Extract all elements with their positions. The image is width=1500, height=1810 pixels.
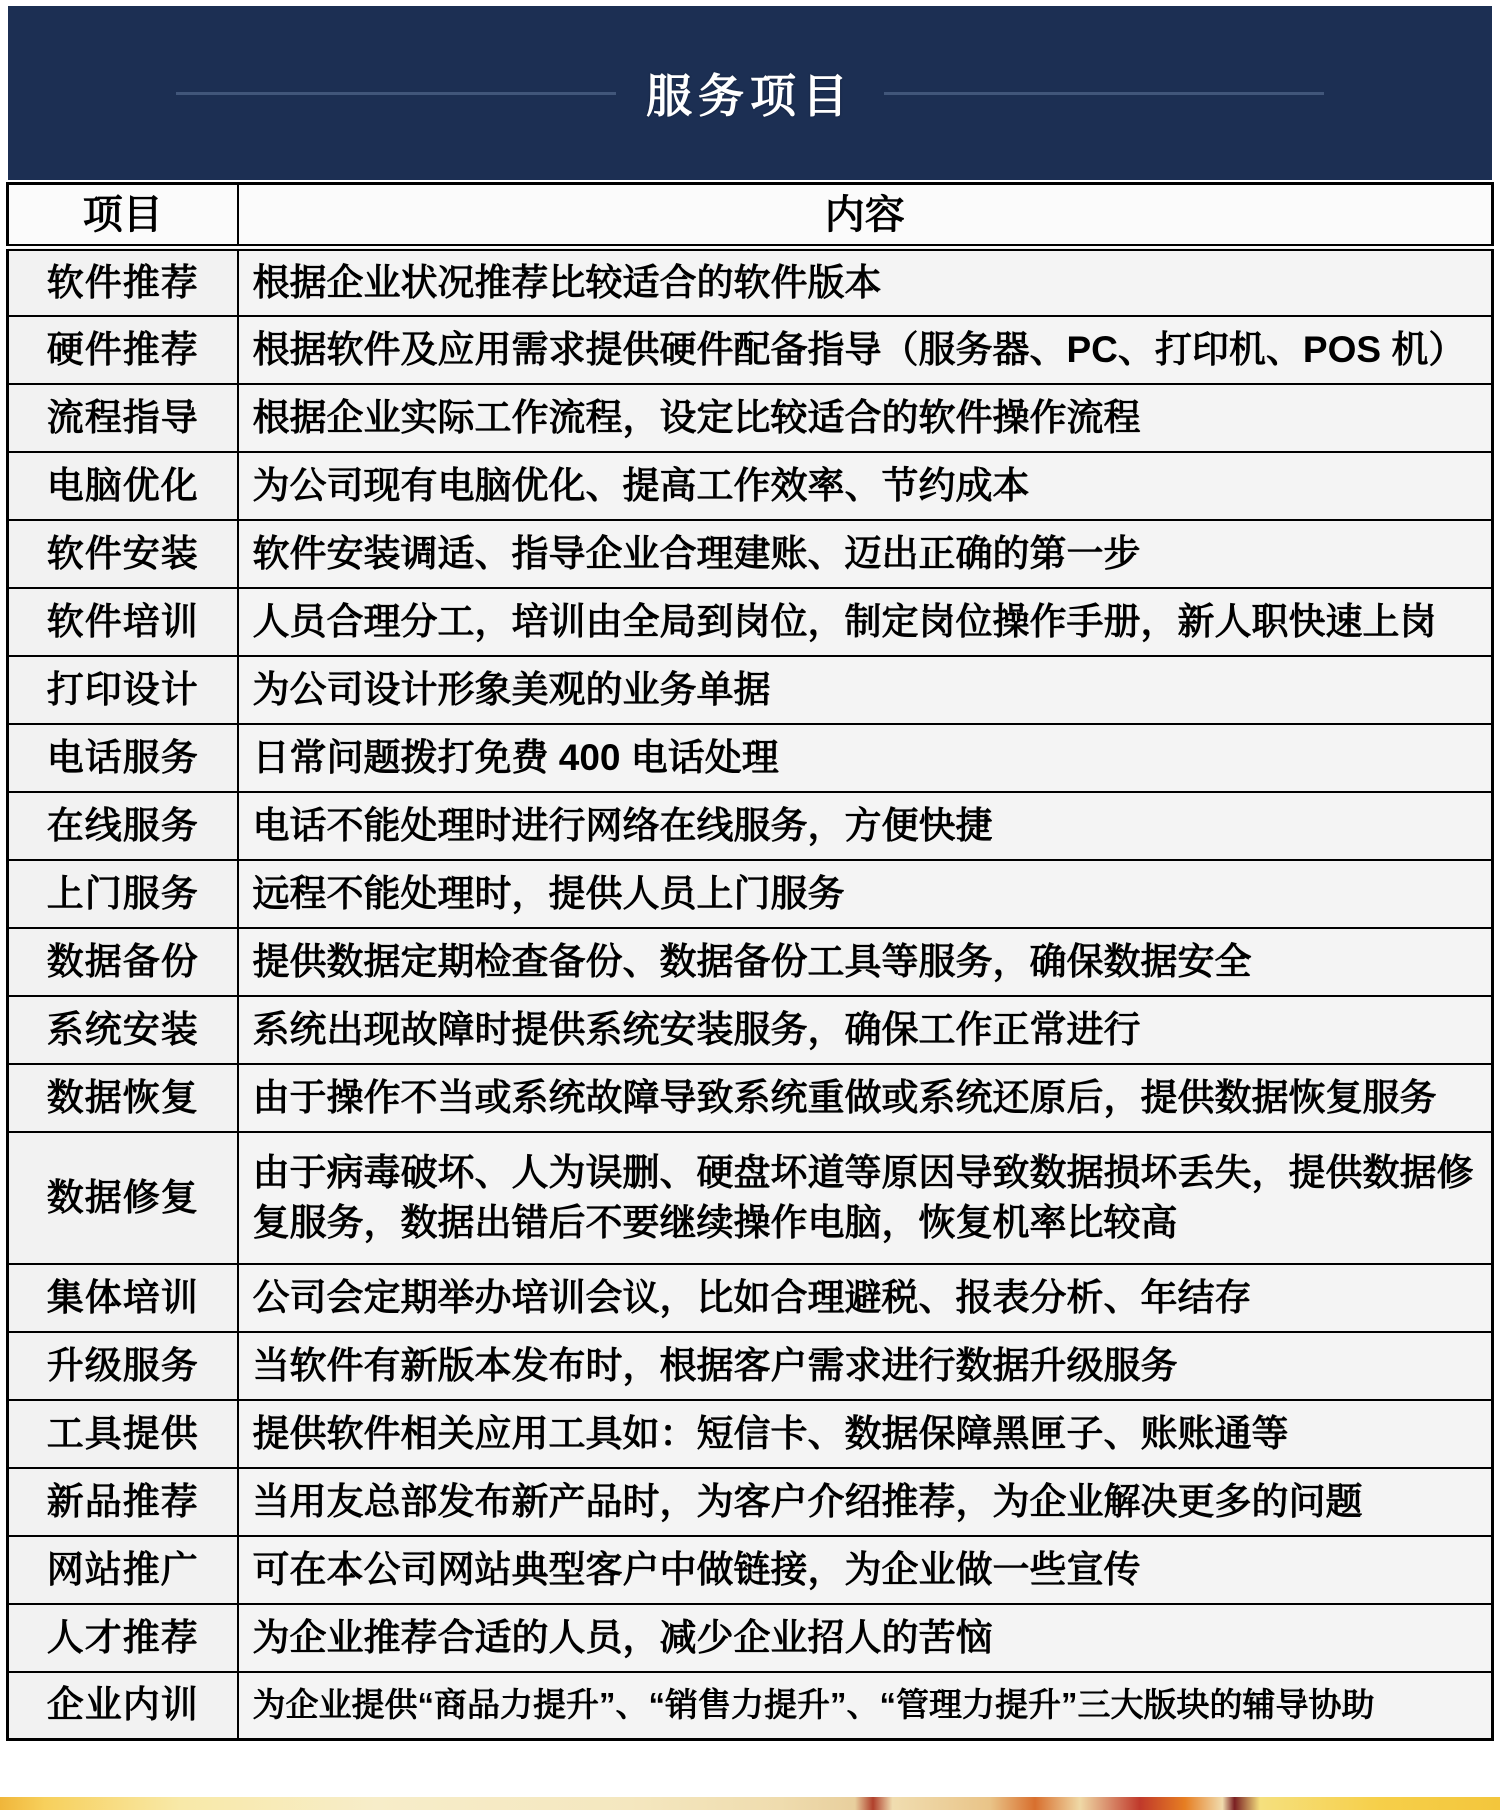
service-name: 上门服务 — [8, 860, 238, 928]
table-row — [8, 1604, 1493, 1672]
table-row — [8, 1132, 1493, 1264]
table-row — [8, 1400, 1493, 1468]
service-content: 可在本公司网站典型客户中做链接，为企业做一些宣传 — [238, 1536, 1493, 1604]
service-name: 集体培训 — [8, 1264, 238, 1332]
service-content: 提供软件相关应用工具如：短信卡、数据保障黑匣子、账账通等 — [238, 1400, 1493, 1468]
service-name: 软件培训 — [8, 588, 238, 656]
service-name: 工具提供 — [8, 1400, 238, 1468]
service-name: 数据修复 — [8, 1132, 238, 1264]
service-content: 当软件有新版本发布时，根据客户需求进行数据升级服务 — [238, 1332, 1493, 1400]
table-row — [8, 384, 1493, 452]
table-row — [8, 1536, 1493, 1604]
service-name: 软件安装 — [8, 520, 238, 588]
service-content: 电话不能处理时进行网络在线服务，方便快捷 — [238, 792, 1493, 860]
services-table — [6, 182, 1494, 1741]
service-content: 为公司现有电脑优化、提高工作效率、节约成本 — [238, 452, 1493, 520]
service-name: 打印设计 — [8, 656, 238, 724]
service-content: 系统出现故障时提供系统安装服务，确保工作正常进行 — [238, 996, 1493, 1064]
banner-decorative-line-left — [176, 92, 616, 95]
service-name: 升级服务 — [8, 1332, 238, 1400]
service-content: 当用友总部发布新产品时，为客户介绍推荐，为企业解决更多的问题 — [238, 1468, 1493, 1536]
table-row — [8, 1672, 1493, 1740]
service-content: 根据软件及应用需求提供硬件配备指导（服务器、PC、打印机、POS 机） — [238, 316, 1493, 384]
service-content: 为企业提供“商品力提升”、“销售力提升”、“管理力提升”三大版块的辅导协助 — [238, 1672, 1493, 1740]
table-row — [8, 656, 1493, 724]
table-row — [8, 452, 1493, 520]
table-header-row — [8, 184, 1493, 248]
page-header-banner — [8, 6, 1492, 180]
service-name: 企业内训 — [8, 1672, 238, 1740]
page — [0, 6, 1500, 1810]
service-content: 远程不能处理时，提供人员上门服务 — [238, 860, 1493, 928]
service-content: 为公司设计形象美观的业务单据 — [238, 656, 1493, 724]
service-name: 电脑优化 — [8, 452, 238, 520]
service-content: 由于病毒破坏、人为误删、硬盘坏道等原因导致数据损坏丢失，提供数据修复服务，数据出错后不要继续操作电脑，恢复机率比较高 — [238, 1132, 1493, 1264]
service-content: 人员合理分工，培训由全局到岗位，制定岗位操作手册，新人职快速上岗 — [238, 588, 1493, 656]
service-name: 数据备份 — [8, 928, 238, 996]
table-row — [8, 1468, 1493, 1536]
service-name: 人才推荐 — [8, 1604, 238, 1672]
table-row — [8, 1064, 1493, 1132]
service-name: 软件推荐 — [8, 248, 238, 316]
table-row — [8, 860, 1493, 928]
table-row — [8, 1264, 1493, 1332]
table-row — [8, 1332, 1493, 1400]
service-content: 日常问题拨打免费 400 电话处理 — [238, 724, 1493, 792]
service-content: 根据企业状况推荐比较适合的软件版本 — [238, 248, 1493, 316]
table-row — [8, 928, 1493, 996]
table-row — [8, 588, 1493, 656]
service-name: 网站推广 — [8, 1536, 238, 1604]
service-name: 硬件推荐 — [8, 316, 238, 384]
page-title: 服务项目 — [646, 70, 854, 122]
banner-decorative-line-right — [884, 92, 1324, 95]
service-name: 数据恢复 — [8, 1064, 238, 1132]
service-name: 新品推荐 — [8, 1468, 238, 1536]
service-content: 提供数据定期检查备份、数据备份工具等服务，确保数据安全 — [238, 928, 1493, 996]
table-row — [8, 248, 1493, 316]
table-row — [8, 724, 1493, 792]
table-row — [8, 316, 1493, 384]
service-name: 系统安装 — [8, 996, 238, 1064]
service-name: 在线服务 — [8, 792, 238, 860]
service-content: 为企业推荐合适的人员，减少企业招人的苦恼 — [238, 1604, 1493, 1672]
table-row — [8, 792, 1493, 860]
column-header-content: 内容 — [238, 184, 1493, 248]
service-name: 电话服务 — [8, 724, 238, 792]
table-row — [8, 520, 1493, 588]
service-content: 根据企业实际工作流程，设定比较适合的软件操作流程 — [238, 384, 1493, 452]
table-row — [8, 996, 1493, 1064]
service-content: 公司会定期举办培训会议，比如合理避税、报表分析、年结存 — [238, 1264, 1493, 1332]
column-header-item: 项目 — [8, 184, 238, 248]
service-content: 由于操作不当或系统故障导致系统重做或系统还原后，提供数据恢复服务 — [238, 1064, 1493, 1132]
service-name: 流程指导 — [8, 384, 238, 452]
service-content: 软件安装调适、指导企业合理建账、迈出正确的第一步 — [238, 520, 1493, 588]
